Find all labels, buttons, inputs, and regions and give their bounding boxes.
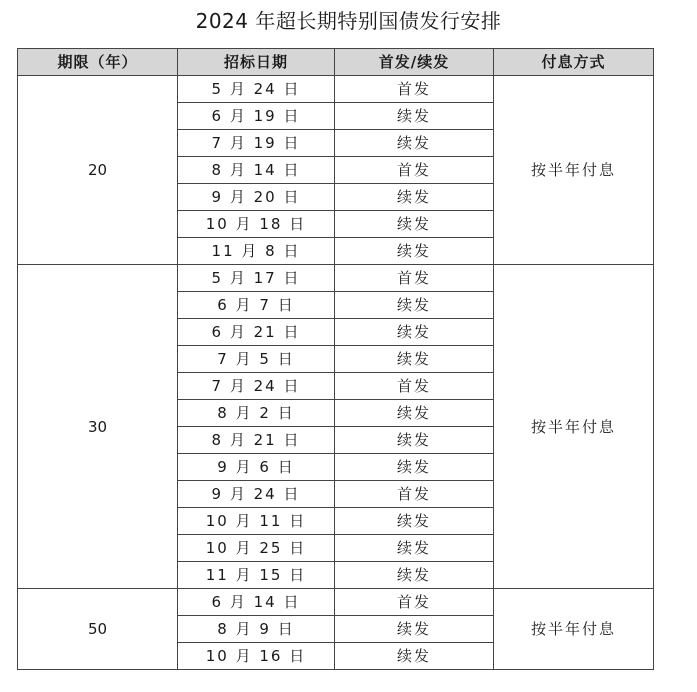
header-term: 期限（年） [18,49,178,76]
header-issue-type: 首发/续发 [335,49,494,76]
auction-date-cell: 11 月 15 日 [178,562,335,589]
auction-date-cell: 6 月 19 日 [178,103,335,130]
table-row [18,76,654,103]
auction-date-cell: 9 月 20 日 [178,184,335,211]
issue-type-cell: 续发 [335,184,494,211]
issue-type-cell: 首发 [335,481,494,508]
issue-type-cell: 首发 [335,76,494,103]
auction-date-cell: 5 月 24 日 [178,76,335,103]
auction-date-cell: 10 月 11 日 [178,508,335,535]
auction-date-cell: 8 月 14 日 [178,157,335,184]
issue-type-cell: 续发 [335,508,494,535]
auction-date-cell: 11 月 8 日 [178,238,335,265]
issue-type-cell: 首发 [335,589,494,616]
issue-type-cell: 续发 [335,454,494,481]
issue-type-cell: 续发 [335,643,494,670]
header-row [18,49,654,76]
table-row [18,589,654,616]
auction-date-cell: 7 月 24 日 [178,373,335,400]
issue-type-cell: 续发 [335,211,494,238]
header-date: 招标日期 [178,49,335,76]
auction-date-cell: 10 月 18 日 [178,211,335,238]
auction-date-cell: 10 月 16 日 [178,643,335,670]
auction-date-cell: 9 月 24 日 [178,481,335,508]
term-cell: 50 [18,589,178,670]
auction-date-cell: 7 月 19 日 [178,130,335,157]
interest-method-cell: 按半年付息 [494,76,654,265]
auction-date-cell: 5 月 17 日 [178,265,335,292]
header-interest-method: 付息方式 [494,49,654,76]
term-cell: 30 [18,265,178,589]
issue-type-cell: 续发 [335,238,494,265]
interest-method-cell: 按半年付息 [494,265,654,589]
issuance-schedule-table [17,48,654,670]
issue-type-cell: 续发 [335,562,494,589]
issue-type-cell: 续发 [335,292,494,319]
issue-type-cell: 续发 [335,103,494,130]
table-body [18,76,654,670]
issue-type-cell: 续发 [335,400,494,427]
auction-date-cell: 6 月 14 日 [178,589,335,616]
auction-date-cell: 7 月 5 日 [178,346,335,373]
issue-type-cell: 首发 [335,373,494,400]
term-cell: 20 [18,76,178,265]
issue-type-cell: 续发 [335,319,494,346]
auction-date-cell: 6 月 21 日 [178,319,335,346]
auction-date-cell: 10 月 25 日 [178,535,335,562]
table-header [18,49,654,76]
issue-type-cell: 续发 [335,427,494,454]
issue-type-cell: 续发 [335,130,494,157]
issue-type-cell: 首发 [335,157,494,184]
issue-type-cell: 续发 [335,535,494,562]
auction-date-cell: 8 月 9 日 [178,616,335,643]
issue-type-cell: 续发 [335,616,494,643]
auction-date-cell: 6 月 7 日 [178,292,335,319]
auction-date-cell: 8 月 2 日 [178,400,335,427]
table-row [18,265,654,292]
page-title: 2024 年超长期特别国债发行安排 [195,9,502,33]
auction-date-cell: 9 月 6 日 [178,454,335,481]
issue-type-cell: 续发 [335,346,494,373]
interest-method-cell: 按半年付息 [494,589,654,670]
issue-type-cell: 首发 [335,265,494,292]
auction-date-cell: 8 月 21 日 [178,427,335,454]
